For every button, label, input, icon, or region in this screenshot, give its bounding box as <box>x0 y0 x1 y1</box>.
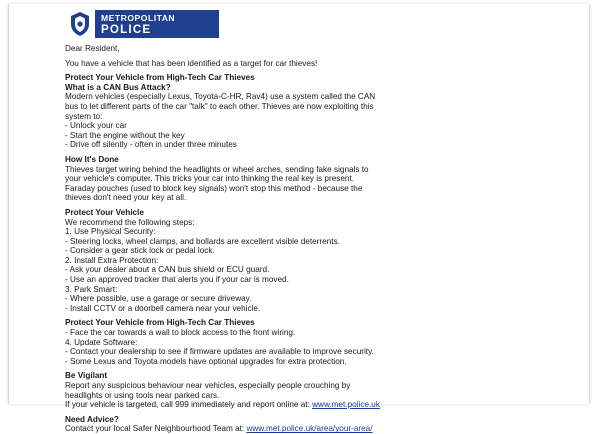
text-line: system to: <box>65 111 103 121</box>
bullet-line: - Consider a gear stick lock or pedal lock. <box>65 246 215 256</box>
report-text: If your vehicle is targeted, call 999 immediately and report online at: <box>65 400 313 410</box>
greeting: Dear Resident, <box>65 44 120 53</box>
text-line: 4. Update Software: <box>65 337 138 347</box>
bullet-line: - Unlock your car <box>65 121 127 131</box>
section-be-vigilant <box>65 371 565 409</box>
text-line: your vehicle's computer. This tricks your car into thinking the real key is present. <box>65 174 355 184</box>
text-line: Thieves target wiring behind the headlights or wheel arches, sending fake signals to <box>65 164 369 174</box>
logo-line-police: POLICE <box>101 22 152 36</box>
section-how-its-done <box>65 155 565 203</box>
bullet-line: - Steering locks, wheel clamps, and bollards are excellent visible deterrents. <box>65 236 340 246</box>
text-line: 1. Use Physical Security: <box>65 227 156 237</box>
police-crest-icon <box>65 10 95 38</box>
text-line: bus to let different parts of the car "talk" to each other. Thieves are now exploiting this <box>65 101 374 111</box>
text-line: thieves don't need your key at all. <box>65 193 187 203</box>
section-can-bus <box>65 73 565 150</box>
contact-text: Contact your local Safer Neighbourhood Team at: <box>65 424 247 434</box>
text-line: headlights or using tools near parked cars. <box>65 390 220 400</box>
section-high-tech-thieves <box>65 318 565 366</box>
text-line: 3. Park Smart: <box>65 284 118 294</box>
met-police-link[interactable]: www.met.police.uk <box>312 400 380 410</box>
contact-line <box>65 424 565 434</box>
bullet-line: - Some Lexus and Toyota models have optional upgrades for extra protection. <box>65 356 347 366</box>
bullet-line: - Start the engine without the key <box>65 130 185 140</box>
section-heading: Be Vigilant <box>65 371 108 381</box>
letter-page <box>8 4 590 434</box>
report-line <box>65 400 565 410</box>
section-subheading: What is a CAN Bus Attack? <box>65 82 171 92</box>
local-team-link[interactable]: www.met.police.uk/area/your-area/ <box>246 424 373 434</box>
bullet-line: - Drive off silently - often in under three minutes <box>65 140 237 150</box>
logo-line-metropolitan: METROPOLITAN <box>101 12 176 23</box>
section-heading: Protect Your Vehicle from High-Tech Car Thieves <box>65 73 255 83</box>
intro-text: You have a vehicle that has been identified as a target for car thieves! <box>65 58 318 68</box>
section-heading: How It's Done <box>65 154 119 164</box>
text-line: Modern vehicles (especially Lexus, Toyota-C-HR, Rav4) use a system called the CAN <box>65 92 376 102</box>
section-heading: Need Advice? <box>65 414 119 424</box>
bullet-line: - Install CCTV or a doorbell camera near your vehicle. <box>65 303 261 313</box>
text-line: Faraday pouches (used to block key signals) won't stop this method - because the <box>65 183 363 193</box>
bullet-line: - Contact your dealership to see if firmware updates are available to improve security. <box>65 347 374 357</box>
bullet-line: - Ask your dealer about a CAN bus shield or ECU guard. <box>65 265 270 275</box>
bullet-line: - Face the car towards a wall to block access to the front wiring. <box>65 328 296 338</box>
section-need-advice <box>65 415 565 434</box>
bullet-line: - Use an approved tracker that alerts you if your car is moved. <box>65 275 289 285</box>
text-line: We recommend the following steps: <box>65 217 195 227</box>
logo-wordmark <box>95 10 219 38</box>
section-protect-vehicle <box>65 208 565 314</box>
text-line: 2. Install Extra Protection: <box>65 255 159 265</box>
letter-content <box>65 10 565 434</box>
met-police-logo <box>65 10 565 38</box>
section-heading: Protect Your Vehicle <box>65 207 144 217</box>
section-heading: Protect Your Vehicle from High-Tech Car Thieves <box>65 318 255 328</box>
text-line: Report any suspicious behaviour near vehicles, especially people crouching by <box>65 381 351 390</box>
bullet-line: - Where possible, use a garage or secure driveway. <box>65 294 252 304</box>
